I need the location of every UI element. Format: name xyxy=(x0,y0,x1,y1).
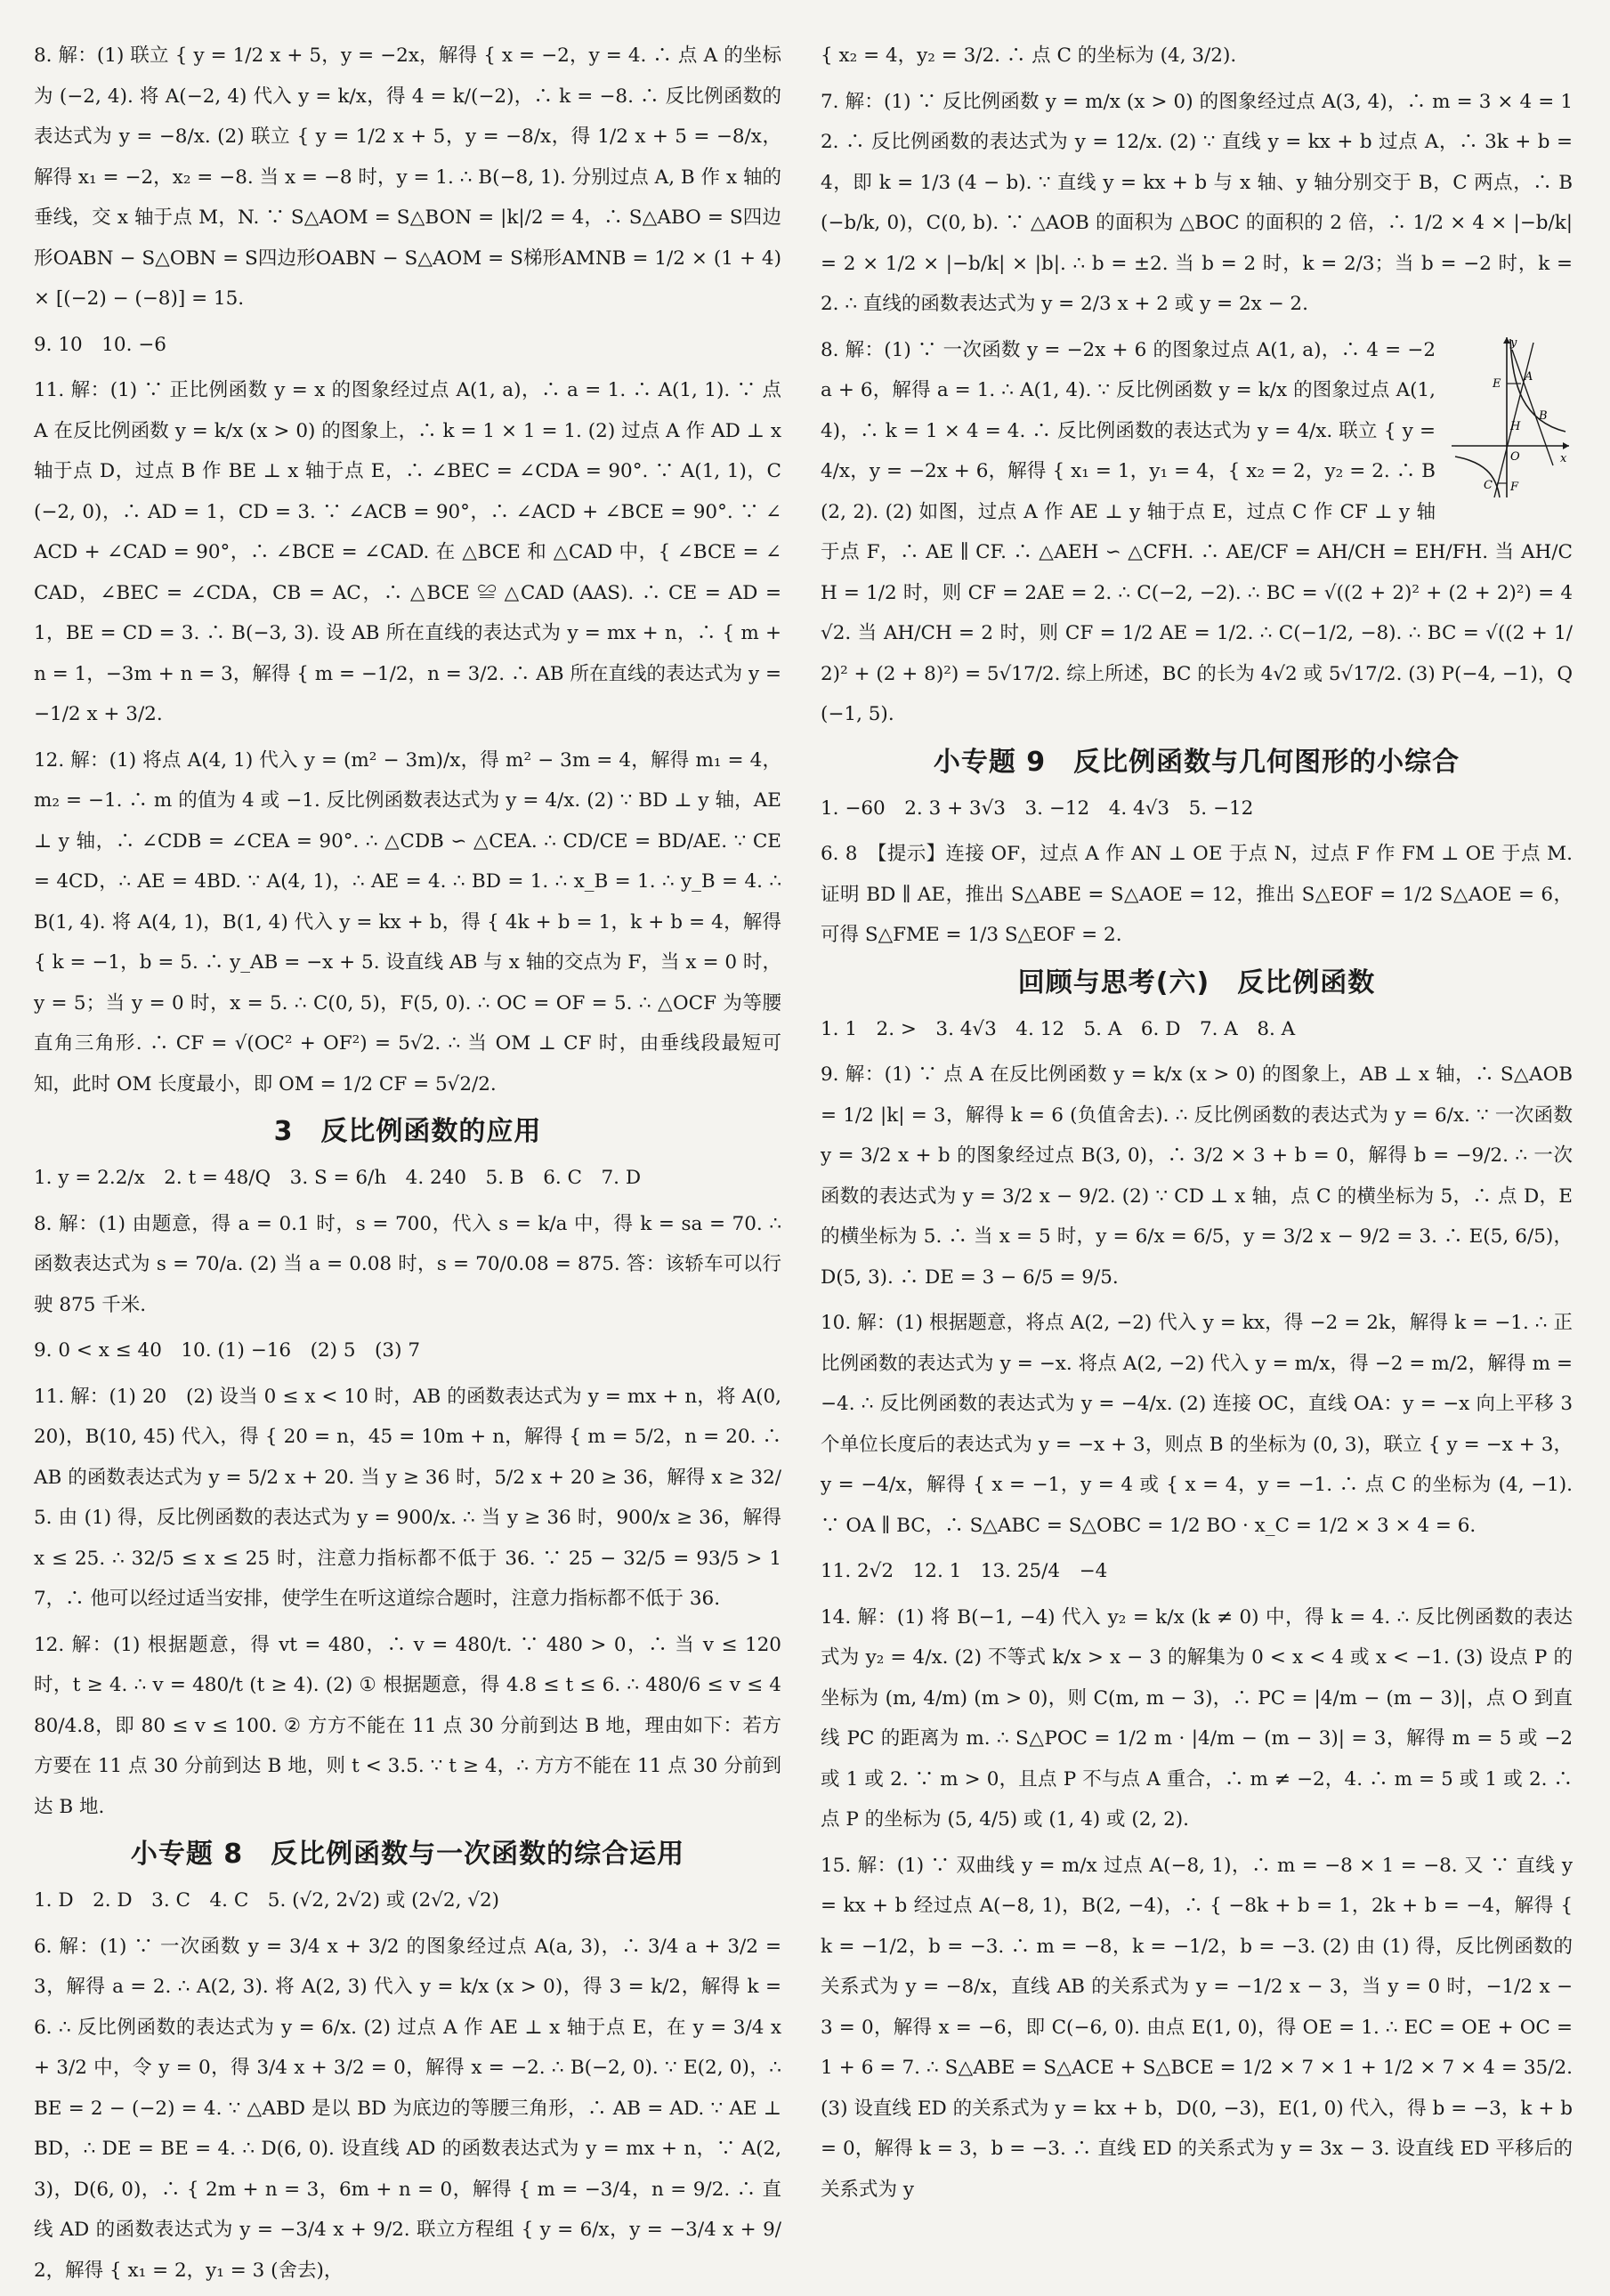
answer-text: 10. 解：(1) 根据题意，将点 A(2, −2) 代入 y = kx，得 −2 = 2k，解得 k = −1. ∴ 正比例函数的表达式为 y = −x. 将点 A(2, −2) 代入 y = m/x，得 −2 = m/2，解得 m = −4. ∴ 反比例函数的表达式为 y = −4/x. (2) 连接 OC，直线 OA：y = −x 向上平移 3 个单位长度后的表达式为 y = −x + 3，则点 B 的坐标为 (0, 3)，联立 { y = −x + 3，y = −4/x，解得 { x = −1，y = 4 或 { x = 4，y = −1. ∴ 点 C 的坐标为 (4, −1). ∵ OA ∥ BC，∴ S△ABC = S△OBC = 1/2 BO · x_C = 1/2 × 3 × 4 = 6. xyxy=(821,1312,1573,1537)
answer-text: 1. −60 2. 3 + 3√3 3. −12 4. 4√3 5. −12 xyxy=(821,796,1254,820)
function-graph-figure xyxy=(1448,332,1573,501)
answer-block xyxy=(34,1158,781,1199)
answer-block xyxy=(821,1055,1573,1298)
answer-text: 6. 解：(1) ∵ 一次函数 y = 3/4 x + 3/2 的图象经过点 A(a, 3)，∴ 3/4 a + 3/2 = 3，解得 a = 2. ∴ A(2, 3). 将 A(2, 3) 代入 y = k/x (x > 0)，得 3 = k/2，解得 k = 6. ∴ 反比例函数的表达式为 y = 6/x. (2) 过点 A 作 AE ⊥ x 轴于点 E，在 y = 3/4 x + 3/2 中，令 y = 0，得 3/4 x + 3/2 = 0，解得 x = −2. ∴ B(−2, 0). ∵ E(2, 0)，∴ BE = 2 − (−2) = 4. ∵ △ABD 是以 BD 为底边的等腰三角形，∴ AB = AD. ∵ AE ⊥ BD，∴ DE = BE = 4. ∴ D(6, 0). 设直线 AD 的函数表达式为 y = mx + n，∵ A(2, 3)，D(6, 0)，∴ { 2m + n = 3，6m + n = 0，解得 { m = −3/4，n = 9/2. ∴ 直线 AD 的函数表达式为 y = −3/4 x + 9/2. 联立方程组 { y = 6/x，y = −3/4 x + 9/2，解得 { x₁ = 2，y₁ = 3 (舍去)， xyxy=(34,1935,781,2282)
answer-block xyxy=(821,1551,1573,1592)
answer-text: 11. 2√2 12. 1 13. 25/4 −4 xyxy=(821,1560,1108,1582)
answer-text: 1. 1 2. > 3. 4√3 4. 12 5. A 6. D 7. A 8. A xyxy=(821,1017,1296,1040)
label-b: B xyxy=(1539,408,1548,423)
hyperbola-branch-left xyxy=(1455,457,1500,497)
answer-block xyxy=(34,1880,781,1921)
answer-block xyxy=(821,1846,1573,2211)
answer-text: 15. 解：(1) ∵ 双曲线 y = m/x 过点 A(−8, 1)，∴ m = −8 × 1 = −8. 又 ∵ 直线 y = kx + b 经过点 A(−8, 1)，B(2, −4)，∴ { −8k + b = 1，2k + b = −4，解得 { k = −1/2，b = −3. ∴ m = −8，k = −1/2，b = −3. (2) 由 (1) 得，反比例函数的关系式为 y = −8/x，直线 AB 的关系式为 y = −1/2 x − 3，当 y = 0 时，−1/2 x − 3 = 0，解得 x = −6，即 C(−6, 0). 由点 E(1, 0)，得 OE = 1. ∴ EC = OE + OC = 1 + 6 = 7. ∴ S△ABE = S△ACE + S△BCE = 1/2 × 7 × 1 + 1/2 × 7 × 4 = 35/2. (3) 设直线 ED 的关系式为 y = kx + b，D(0, −3)，E(1, 0) 代入，得 b = −3，k + b = 0，解得 k = 3，b = −3. ∴ 直线 ED 的关系式为 y = 3x − 3. 设直线 ED 平移后的关系式为 y xyxy=(821,1854,1573,2201)
label-e: E xyxy=(1493,376,1501,391)
answer-block xyxy=(821,1597,1573,1840)
answer-text: 9. 10 10. −6 xyxy=(34,333,166,356)
answer-block xyxy=(821,1009,1573,1050)
answer-text: 14. 解：(1) 将 B(−1, −4) 代入 y₂ = k/x (k ≠ 0) 中，得 k = 4. ∴ 反比例函数的表达式为 y₂ = 4/x. (2) 不等式 k/x > x − 3 的解集为 0 < x < 4 或 x < −1. (3) 设点 P 的坐标为 (m, 4/m) (m > 0)，则 C(m, m − 3)，∴ PC = |4/m − (m − 3)|，点 O 到直线 PC 的距离为 m. ∴ S△POC = 1/2 m · |4/m − (m − 3)| = 3，解得 m = 5 或 −2 或 1 或 2. ∵ m > 0，且点 P 不与点 A 重合，∴ m ≠ −2，4. ∴ m = 5 或 1 或 2. ∴ 点 P 的坐标为 (5, 4/5) 或 (1, 4) 或 (2, 2). xyxy=(821,1605,1573,1831)
section-heading: 小专题 9 反比例函数与几何图形的小综合 xyxy=(933,746,1460,778)
answer-text: 6. 8 【提示】连接 OF，过点 A 作 AN ⊥ OE 于点 N，过点 F 作 FM ⊥ OE 于点 M. 证明 BD ∥ AE，推出 S△ABE = S△AOE = 12，推出 S△EOF = 1/2 S△AOE = 6，可得 S△FME = 1/3 S△EOF = 2. xyxy=(821,843,1573,946)
y-axis-arrow xyxy=(1503,337,1510,344)
section-heading: 3 反比例函数的应用 xyxy=(273,1116,542,1147)
label-o: O xyxy=(1510,449,1520,464)
answer-text: 1. y = 2.2/x 2. t = 48/Q 3. S = 6/h 4. 240 5. B 6. C 7. D xyxy=(34,1167,642,1189)
answer-block xyxy=(34,1330,781,1371)
answer-block xyxy=(34,370,781,735)
answer-text: 12. 解：(1) 根据题意，得 vt = 480，∴ v = 480/t. ∵ 480 > 0，∴ 当 v ≤ 120 时，t ≥ 4. ∴ v = 480/t (t ≥ 4). (2) ① 根据题意，得 4.8 ≤ t ≤ 6. ∴ 480/6 ≤ v ≤ 480/4.8，即 80 ≤ v ≤ 100. ② 方方不能在 11 点 30 分前到达 B 地，理由如下：若方方要在 11 点 30 分前到达 B 地，则 t < 3.5. ∵ t ≥ 4，∴ 方方不能在 11 点 30 分前到达 B 地. xyxy=(34,1633,781,1818)
answer-text: 8. 解：(1) 由题意，得 a = 0.1 时，s = 700，代入 s = k/a 中，得 k = sa = 70. ∴ 函数表达式为 s = 70/a. (2) 当 a = 0.08 时，s = 70/0.08 = 875. 答：该轿车可以行驶 875 千米. xyxy=(34,1212,781,1316)
answer-block xyxy=(821,834,1573,956)
right-column xyxy=(821,36,1573,2215)
section-heading: 回顾与思考(六) 反比例函数 xyxy=(1017,966,1376,998)
answer-text: 11. 解：(1) ∵ 正比例函数 y = x 的图象经过点 A(1, a)，∴ a = 1. ∴ A(1, 1). ∵ 点 A 在反比例函数 y = k/x (x > 0) 的图象上，∴ k = 1 × 1 = 1. (2) 过点 A 作 AD ⊥ x 轴于点 D，过点 B 作 BE ⊥ x 轴于点 E，∴ ∠BEC = ∠CDA = 90°. ∵ A(1, 1)，C(−2, 0)，∴ AD = 1，CD = 3. ∵ ∠ACB = 90°，∴ ∠ACD + ∠BCE = 90°. ∵ ∠ACD + ∠CAD = 90°，∴ ∠BCE = ∠CAD. 在 △BCE 和 △CAD 中，{ ∠BCE = ∠CAD，∠BEC = ∠CDA，CB = AC，∴ △BCE ≌ △CAD (AAS). ∴ CE = AD = 1，BE = CD = 3. ∴ B(−3, 3). 设 AB 所在直线的表达式为 y = mx + n，∴ { m + n = 1，−3m + n = 3，解得 { m = −1/2，n = 3/2. ∴ AB 所在直线的表达式为 y = −1/2 x + 3/2. xyxy=(34,379,781,725)
label-a: A xyxy=(1525,369,1533,384)
answer-text: 8. 解：(1) 联立 { y = 1/2 x + 5，y = −2x，解得 { x = −2，y = 4. ∴ 点 A 的坐标为 (−2, 4). 将 A(−2, 4) 代入 y = k/x，得 4 = k/(−2)，∴ k = −8. ∴ 反比例函数的表达式为 y = −8/x. (2) 联立 { y = 1/2 x + 5，y = −8/x，得 1/2 x + 5 = −8/x，解得 x₁ = −2，x₂ = −8. 当 x = −8 时，y = 1. ∴ B(−8, 1). 分别过点 A, B 作 x 轴的垂线，交 x 轴于点 M，N. ∵ S△AOM = S△BON = |k|/2 = 4，∴ S△ABO = S四边形OABN − S△OBN = S四边形OABN − S△AOM = S梯形AMNB = 1/2 × (1 + 4) × [(−2) − (−8)] = 15. xyxy=(34,44,781,310)
answer-block xyxy=(34,740,781,1105)
label-x: x xyxy=(1560,451,1567,465)
label-y: y xyxy=(1510,336,1517,350)
answer-text: 8. 解：(1) ∵ 一次函数 y = −2x + 6 的图象过点 A(1, a)，∴ 4 = −2a + 6，解得 a = 1. ∴ A(1, 4). ∵ 反比例函数 y = k/x 的图象过点 A(1, 4)，∴ k = 1 × 4 = 4. ∴ 反比例函数的表达式为 y = 4/x. 联立 { y = 4/x，y = −2x + 6，解得 { x₁ = 1，y₁ = 4，{ x₂ = 2，y₂ = 2. ∴ B(2, 2). (2) 如图，过点 A 作 AE ⊥ y 轴于点 E，过点 C 作 CF ⊥ y 轴于点 F，∴ AE ∥ CF. ∴ △AEH ∽ △CFH. ∴ AE/CF = AH/CH = EH/FH. 当 AH/CH = 1/2 时，则 CF = 2AE = 2. ∴ C(−2, −2). ∴ BC = √((2 + 2)² + (2 + 2)²) = 4√2. 当 AH/CH = 2 时，则 CF = 1/2 AE = 1/2. ∴ C(−1/2, −8). ∴ BC = √((2 + 1/2)² + (2 + 8)²) = 5√17/2. 综上所述，BC 的长为 4√2 或 5√17/2. (3) P(−4, −1)，Q(−1, 5). xyxy=(821,338,1573,725)
answer-block xyxy=(34,1927,781,2292)
answer-block xyxy=(34,1377,781,1620)
line-ab xyxy=(1512,350,1553,465)
x-axis-arrow xyxy=(1563,442,1569,449)
answer-block xyxy=(821,1303,1573,1546)
answer-block xyxy=(821,788,1573,829)
answer-block xyxy=(821,36,1573,77)
answer-text: 9. 0 < x ≤ 40 10. (1) −16 (2) 5 (3) 7 xyxy=(34,1339,421,1362)
answer-block xyxy=(821,82,1573,325)
answer-text: 7. 解：(1) ∵ 反比例函数 y = m/x (x > 0) 的图象经过点 A(3, 4)，∴ m = 3 × 4 = 12. ∴ 反比例函数的表达式为 y = 12/x. (2) ∵ 直线 y = kx + b 过点 A，∴ 3k + b = 4，即 k = 1/3 (4 − b). ∵ 直线 y = kx + b 与 x 轴、y 轴分别交于 B，C 两点，∴ B(−b/k, 0)，C(0, b). ∵ △AOB 的面积为 △BOC 的面积的 2 倍，∴ 1/2 × 4 × |−b/k| = 2 × 1/2 × |−b/k| × |b|. ∴ b = ±2. 当 b = 2 时，k = 2/3；当 b = −2 时，k = 2. ∴ 直线的函数表达式为 y = 2/3 x + 2 或 y = 2x − 2. xyxy=(821,90,1573,315)
label-c: C xyxy=(1484,478,1493,492)
hyperbola-branch-right xyxy=(1510,339,1566,432)
label-h: H xyxy=(1510,419,1521,433)
answer-block xyxy=(34,1204,781,1326)
label-f: F xyxy=(1510,480,1519,494)
left-column xyxy=(34,36,781,2296)
section-heading: 小专题 8 反比例函数与一次函数的综合运用 xyxy=(130,1839,685,1870)
answer-block xyxy=(821,330,1573,735)
graph-svg xyxy=(1448,332,1573,501)
answer-text: { x₂ = 4，y₂ = 3/2. ∴ 点 C 的坐标为 (4, 3/2). xyxy=(821,44,1237,67)
answer-text: 12. 解：(1) 将点 A(4, 1) 代入 y = (m² − 3m)/x，得 m² − 3m = 4，解得 m₁ = 4，m₂ = −1. ∴ m 的值为 4 或 −1. 反比例函数表达式为 y = 4/x. (2) ∵ BD ⊥ y 轴，AE ⊥ y 轴，∴ ∠CDB = ∠CEA = 90°. ∴ △CDB ∽ △CEA. ∴ CD/CE = BD/AE. ∵ CE = 4CD，∴ AE = 4BD. ∵ A(4, 1)，∴ AE = 4. ∴ BD = 1. ∴ x_B = 1. ∴ y_B = 4. ∴ B(1, 4). 将 A(4, 1)，B(1, 4) 代入 y = kx + b，得 { 4k + b = 1，k + b = 4，解得 { k = −1，b = 5. ∴ y_AB = −x + 5. 设直线 AB 与 x 轴的交点为 F，当 x = 0 时，y = 5；当 y = 0 时，x = 5. ∴ C(0, 5)，F(5, 0). ∴ OC = OF = 5. ∴ △OCF 为等腰直角三角形. ∴ CF = √(OC² + OF²) = 5√2. ∴ 当 OM ⊥ CF 时，由垂线段最短可知，此时 OM 长度最小，即 OM = 1/2 CF = 5√2/2. xyxy=(34,748,781,1095)
answer-block xyxy=(34,36,781,319)
answer-text: 11. 解：(1) 20 (2) 设当 0 ≤ x < 10 时，AB 的函数表达式为 y = mx + n，将 A(0, 20)，B(10, 45) 代入，得 { 20 = n，45 = 10m + n，解得 { m = 5/2，n = 20. ∴ AB 的函数表达式为 y = 5/2 x + 20. 当 y ≥ 36 时，5/2 x + 20 ≥ 36，解得 x ≥ 32/5. 由 (1) 得，反比例函数的表达式为 y = 900/x. ∴ 当 y ≥ 36 时，900/x ≥ 36，解得 x ≤ 25. ∴ 32/5 ≤ x ≤ 25 时，注意力指标都不低于 36. ∵ 25 − 32/5 = 93/5 > 17，∴ 他可以经过适当安排，使学生在听这道综合题时，注意力指标都不低于 36. xyxy=(34,1385,781,1610)
answer-text: 1. D 2. D 3. C 4. C 5. (√2, 2√2) 或 (2√2, √2) xyxy=(34,1889,500,1912)
answer-text: 9. 解：(1) ∵ 点 A 在反比例函数 y = k/x (x > 0) 的图象上，AB ⊥ x 轴，∴ S△AOB = 1/2 |k| = 3，解得 k = 6 (负值舍去). ∴ 反比例函数的表达式为 y = 6/x. ∵ 一次函数 y = 3/2 x + b 的图象经过点 B(3, 0)，∴ 3/2 × 3 + b = 0，解得 b = −9/2. ∴ 一次函数的表达式为 y = 3/2 x − 9/2. (2) ∵ CD ⊥ x 轴，点 C 的横坐标为 5，∴ 点 D，E 的横坐标为 5. ∴ 当 x = 5 时，y = 6/x = 6/5，y = 3/2 x − 9/2 = 3. ∴ E(5, 6/5)，D(5, 3). ∴ DE = 3 − 6/5 = 9/5. xyxy=(821,1063,1573,1289)
answer-block xyxy=(34,325,781,366)
answer-block xyxy=(34,1625,781,1828)
